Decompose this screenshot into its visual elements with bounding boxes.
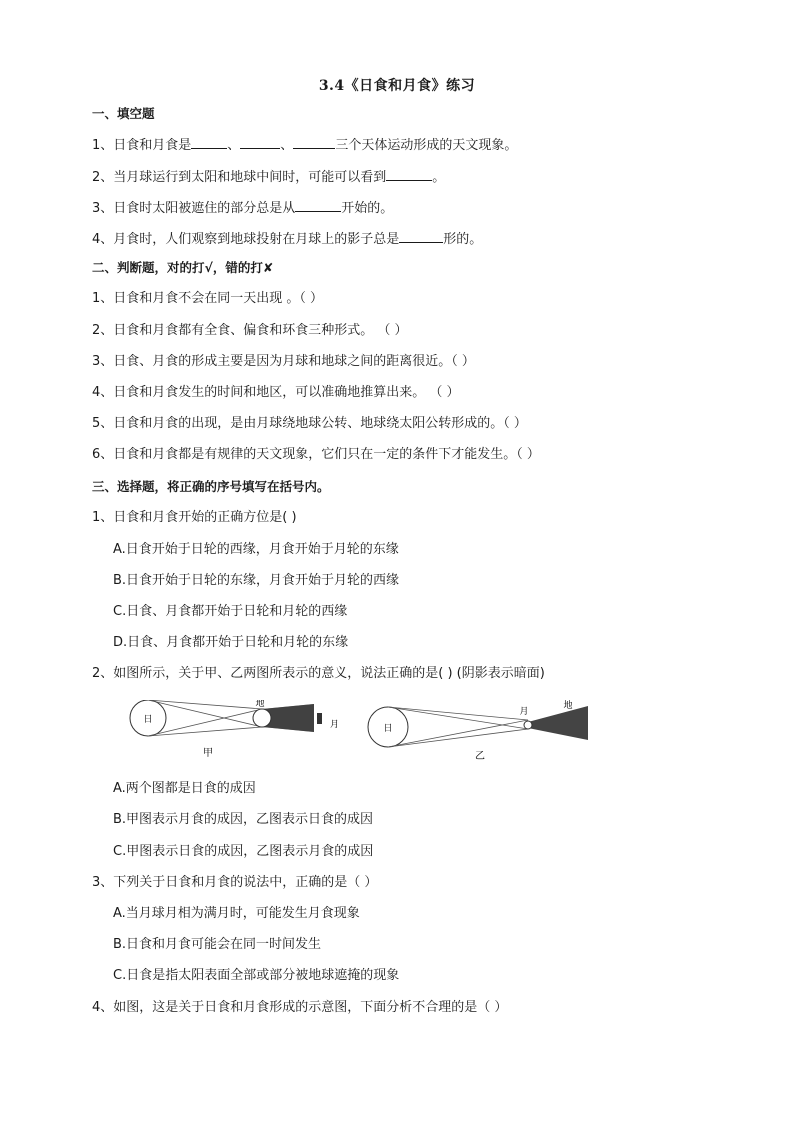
caption-jia: 甲 bbox=[203, 748, 213, 759]
moon-mark bbox=[317, 713, 322, 724]
fill-question-2 bbox=[92, 167, 445, 187]
sun-label: 日 bbox=[143, 715, 153, 725]
choice-option-a[interactable]: A.当月球月相为满月时，可能发生月食现象 bbox=[113, 906, 360, 921]
judge-question-3: 3、日食、月食的形成主要是因为月球和地球之间的距离很近。（ ） bbox=[92, 354, 475, 369]
question-text: 4、月食时，人们观察到地球投射在月球上的影子总是 bbox=[92, 232, 400, 247]
choice-question-4: 4、如图，这是关于日食和月食形成的示意图，下面分析不合理的是（ ） bbox=[92, 1000, 508, 1015]
answer-blank[interactable] bbox=[386, 167, 432, 181]
answer-blank[interactable] bbox=[399, 229, 443, 243]
fill-question-4 bbox=[92, 229, 482, 249]
judge-question-1: 1、日食和月食不会在同一天出现 。（ ） bbox=[92, 291, 324, 306]
judge-question-2: 2、日食和月食都有全食、偏食和环食三种形式。 （ ） bbox=[92, 323, 408, 338]
sun-label: 日 bbox=[383, 724, 393, 734]
answer-blank[interactable] bbox=[295, 198, 341, 212]
question-text: 2、当月球运行到太阳和地球中间时，可能可以看到 bbox=[92, 170, 387, 185]
fill-question-1 bbox=[92, 135, 517, 155]
choice-question-2: 2、如图所示，关于甲、乙两图所表示的意义，说法正确的是( ) (阴影表示暗面) bbox=[92, 666, 545, 681]
choice-question-3: 3、下列关于日食和月食的说法中，正确的是（ ） bbox=[92, 875, 378, 890]
fill-question-3 bbox=[92, 198, 393, 218]
choice-option-b[interactable]: B.日食和月食可能会在同一时间发生 bbox=[113, 937, 322, 952]
separator: 、 bbox=[280, 138, 294, 153]
judge-question-5: 5、日食和月食的出现，是由月球绕地球公转、地球绕太阳公转形成的。（ ） bbox=[92, 416, 527, 431]
choice-option-c[interactable]: C.日食、月食都开始于日轮和月轮的西缘 bbox=[113, 604, 348, 619]
section-heading-true-false: 二、判断题，对的打√，错的打✘ bbox=[92, 260, 274, 275]
eclipse-diagram bbox=[116, 700, 596, 762]
question-text: 3、日食时太阳被遮住的部分总是从 bbox=[92, 201, 296, 216]
section-heading-fill-blank: 一、填空题 bbox=[92, 106, 155, 121]
choice-question-1: 1、日食和月食开始的正确方位是( ) bbox=[92, 510, 297, 525]
choice-option-a[interactable]: A.两个图都是日食的成因 bbox=[113, 781, 256, 796]
answer-blank[interactable] bbox=[240, 135, 280, 149]
question-text: 。 bbox=[432, 170, 446, 185]
moon-label: 月 bbox=[519, 707, 529, 717]
answer-blank[interactable] bbox=[293, 135, 335, 149]
choice-option-b[interactable]: B.日食开始于日轮的东缘，月食开始于月轮的西缘 bbox=[113, 573, 400, 588]
choice-option-a[interactable]: A.日食开始于日轮的西缘，月食开始于月轮的东缘 bbox=[113, 542, 399, 557]
answer-blank[interactable] bbox=[191, 135, 227, 149]
choice-option-c[interactable]: C.日食是指太阳表面全部或部分被地球遮掩的现象 bbox=[113, 968, 400, 983]
choice-option-b[interactable]: B.甲图表示月食的成因，乙图表示日食的成因 bbox=[113, 812, 374, 827]
question-text: 形的。 bbox=[443, 232, 483, 247]
question-text: 三个天体运动形成的天文现象。 bbox=[335, 138, 518, 153]
earth-label: 地 bbox=[255, 700, 265, 709]
choice-option-d[interactable]: D.日食、月食都开始于日轮和月轮的东缘 bbox=[113, 635, 349, 650]
caption-yi: 乙 bbox=[475, 751, 485, 762]
judge-question-4: 4、日食和月食发生的时间和地区，可以准确地推算出来。 （ ） bbox=[92, 385, 460, 400]
choice-option-c[interactable]: C.甲图表示日食的成因，乙图表示月食的成因 bbox=[113, 844, 374, 859]
separator: 、 bbox=[227, 138, 241, 153]
earth-circle bbox=[253, 709, 271, 727]
judge-question-6: 6、日食和月食都是有规律的天文现象，它们只在一定的条件下才能发生。（ ） bbox=[92, 447, 540, 462]
earth-label: 地 bbox=[563, 701, 573, 711]
question-text: 1、日食和月食是 bbox=[92, 138, 192, 153]
section-heading-choice: 三、选择题，将正确的序号填写在括号内。 bbox=[92, 479, 330, 494]
page-title: 3.4《日食和月食》练习 bbox=[318, 78, 476, 94]
diagram-yi bbox=[368, 700, 588, 762]
moon-circle bbox=[524, 721, 532, 729]
question-text: 开始的。 bbox=[341, 201, 394, 216]
moon-label: 月 bbox=[330, 720, 340, 730]
diagram-jia bbox=[130, 700, 339, 759]
